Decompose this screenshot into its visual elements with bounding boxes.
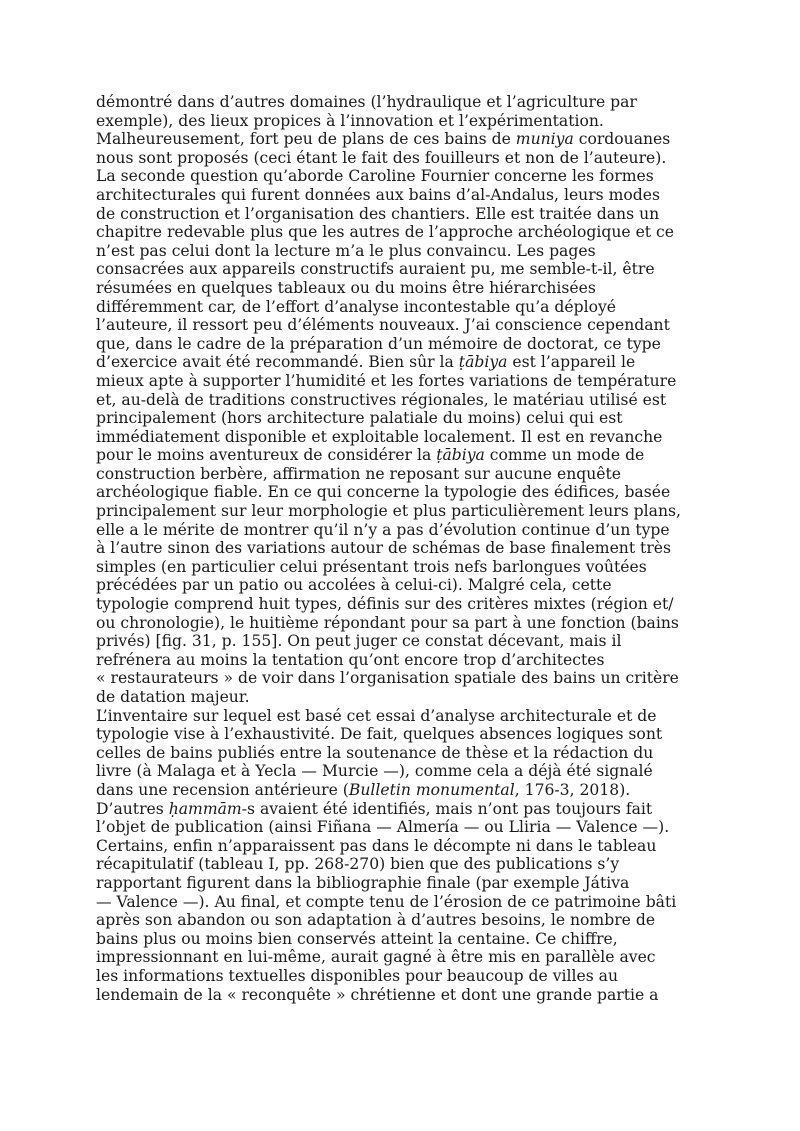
text-segment: comme un mode de xyxy=(484,446,645,465)
text-line xyxy=(96,837,706,856)
text-segment: lendemain de la « reconquête » chrétienne et dont une grande partie a xyxy=(96,985,659,1004)
body-text xyxy=(96,93,706,1004)
text-segment: La seconde question qu’aborde Caroline Fournier concerne les formes xyxy=(96,167,654,186)
text-line xyxy=(96,911,706,930)
text-line xyxy=(96,651,706,670)
text-segment: immédiatement disponible et exploitable localement. Il est en revanche xyxy=(96,427,663,446)
text-line xyxy=(96,967,706,986)
text-segment: nous sont proposés (ceci étant le fait des fouilleurs et non de l’auteure). xyxy=(96,148,667,167)
text-segment: l’objet de publication (ainsi Fiñana — Almería — ou Lliria — Valence —). xyxy=(96,818,670,837)
text-segment: chapitre redevable plus que les autres de l’approche archéologique et ce xyxy=(96,223,674,242)
text-segment: de datation majeur. xyxy=(96,688,250,706)
text-line xyxy=(96,242,706,261)
text-segment: mieux apte à supporter l’humidité et les fortes variations de température xyxy=(96,371,677,390)
text-segment: -s avaient été identifiés, mais n’ont pas toujours fait xyxy=(241,799,653,818)
text-line xyxy=(96,614,706,633)
text-segment: est l’appareil le xyxy=(507,353,636,372)
text-line xyxy=(96,855,706,874)
text-segment: Certains, enfin n’apparaissent pas dans le décompte ni dans le tableau xyxy=(96,836,657,855)
text-segment: impressionnant en lui-même, aurait gagné à être mis en parallèle avec xyxy=(96,948,656,967)
text-line xyxy=(96,186,706,205)
text-line xyxy=(96,316,706,335)
text-segment: « restaurateurs » de voir dans l’organisation spatiale des bains un critère xyxy=(96,669,679,688)
text-segment: exemple), des lieux propices à l’innovation et l’expérimentation. xyxy=(96,111,604,130)
text-segment: ou chronologie), le huitième répondant pour sa part à une fonction (bains xyxy=(96,613,679,632)
text-line xyxy=(96,669,706,688)
text-segment: d’exercice avait été recommandé. Bien sûr la xyxy=(96,353,459,372)
text-line xyxy=(96,558,706,577)
text-line xyxy=(96,874,706,893)
text-segment: pour le moins aventureux de considérer la xyxy=(96,446,437,465)
text-segment: n’est pas celui dont la lecture m’a le plus convaincu. Les pages xyxy=(96,241,596,260)
italic-term: ṭābiya xyxy=(458,353,508,372)
text-segment: à l’autre sinon des variations autour de schémas de base finalement très xyxy=(96,539,672,558)
text-segment: cordouanes xyxy=(573,130,671,149)
text-segment: archéologique fiable. En ce qui concerne la typologie des édifices, basée xyxy=(96,483,671,502)
text-segment: construction berbère, affirmation ne reposant sur aucune enquête xyxy=(96,464,621,483)
text-segment: celles de bains publiés entre la soutenance de thèse et la rédaction du xyxy=(96,743,654,762)
text-line xyxy=(96,502,706,521)
text-segment: D’autres xyxy=(96,799,169,818)
text-segment: , 176-3, 2018). xyxy=(514,780,631,799)
text-segment: démontré dans d’autres domaines (l’hydraulique et l’agriculture par xyxy=(96,93,637,111)
text-segment: consacrées aux appareils constructifs auraient pu, me semble-t-il, être xyxy=(96,260,655,279)
text-line xyxy=(96,744,706,763)
text-line xyxy=(96,409,706,428)
text-line xyxy=(96,223,706,242)
text-line xyxy=(96,800,706,819)
text-segment: principalement sur leur morphologie et plus particulièrement leurs plans, xyxy=(96,502,681,521)
text-segment: rapportant figurent dans la bibliographie finale (par exemple Játiva xyxy=(96,873,630,892)
text-segment: précédées par un patio ou accolées à celui-ci). Malgré cela, cette xyxy=(96,576,612,595)
text-segment: après son abandon ou son adaptation à d’autres besoins, le nombre de xyxy=(96,911,656,930)
text-segment: différemment car, de l’effort d’analyse incontestable qu’a déployé xyxy=(96,297,617,316)
text-line xyxy=(96,130,706,149)
text-segment: principalement (hors architecture palatiale du moins) celui qui est xyxy=(96,409,623,428)
text-segment: architecturales qui furent données aux bains d’al-Andalus, leurs modes xyxy=(96,185,661,204)
text-segment: privés) [fig. 31, p. 155]. On peut juger ce constat décevant, mais il xyxy=(96,632,622,651)
text-segment: livre (à Malaga et à Yecla — Murcie —), comme cela a déjà été signalé xyxy=(96,762,653,781)
text-segment: récapitulatif (tableau I, pp. 268-270) bien que des publications s’y xyxy=(96,855,620,874)
text-segment: de construction et l’organisation des chantiers. Elle est traitée dans un xyxy=(96,204,660,223)
text-segment: typologie comprend huit types, définis sur des critères mixtes (région et/ xyxy=(96,595,674,614)
text-line xyxy=(96,353,706,372)
text-line xyxy=(96,818,706,837)
italic-term: Bulletin monumental xyxy=(348,780,515,799)
text-line xyxy=(96,595,706,614)
text-segment: simples (en particulier celui présentant trois nefs barlongues voûtées xyxy=(96,557,647,576)
text-line xyxy=(96,391,706,410)
text-line xyxy=(96,167,706,186)
text-segment: Malheureusement, fort peu de plans de ces bains de xyxy=(96,130,516,149)
text-line xyxy=(96,893,706,912)
text-line xyxy=(96,688,706,707)
text-line xyxy=(96,335,706,354)
text-segment: que, dans le cadre de la préparation d’un mémoire de doctorat, ce type xyxy=(96,334,661,353)
text-line xyxy=(96,707,706,726)
text-line xyxy=(96,93,706,112)
text-line xyxy=(96,428,706,447)
text-segment: refrénera au moins la tentation qu’ont encore trop d’architectes xyxy=(96,650,605,669)
text-segment: typologie vise à l’exhaustivité. De fait, quelques absences logiques sont xyxy=(96,725,663,744)
text-line xyxy=(96,483,706,502)
text-line xyxy=(96,446,706,465)
text-line xyxy=(96,930,706,949)
text-line xyxy=(96,372,706,391)
text-segment: L’inventaire sur lequel est basé cet essai d’analyse architecturale et de xyxy=(96,706,657,725)
text-line xyxy=(96,521,706,540)
text-segment: dans une recension antérieure ( xyxy=(96,780,349,799)
text-line xyxy=(96,539,706,558)
text-line xyxy=(96,112,706,131)
text-segment: — Valence —). Au final, et compte tenu de l’érosion de ce patrimoine bâti xyxy=(96,892,677,911)
text-line xyxy=(96,948,706,967)
text-line xyxy=(96,781,706,800)
document-page xyxy=(96,93,706,1004)
text-line xyxy=(96,298,706,317)
text-line xyxy=(96,576,706,595)
text-line xyxy=(96,260,706,279)
text-segment: elle a le mérite de montrer qu’il n’y a pas d’évolution continue d’un type xyxy=(96,520,670,539)
text-line xyxy=(96,632,706,651)
text-line xyxy=(96,762,706,781)
text-line xyxy=(96,205,706,224)
text-line xyxy=(96,725,706,744)
text-segment: résumées en quelques tableaux ou du moins être hiérarchisées xyxy=(96,278,596,297)
text-line xyxy=(96,465,706,484)
text-line xyxy=(96,986,706,1005)
text-segment: les informations textuelles disponibles pour beaucoup de villes au xyxy=(96,966,619,985)
text-segment: bains plus ou moins bien conservés atteint la centaine. Ce chiffre, xyxy=(96,929,618,948)
text-line xyxy=(96,149,706,168)
italic-term: muniya xyxy=(515,130,574,149)
text-line xyxy=(96,279,706,298)
text-segment: et, au-delà de traditions constructives régionales, le matériau utilisé est xyxy=(96,390,667,409)
italic-term: ḥammām xyxy=(168,799,242,818)
italic-term: ṭābiya xyxy=(436,446,485,465)
text-segment: l’auteure, il ressort peu d’éléments nouveaux. J’ai conscience cependant xyxy=(96,316,670,335)
